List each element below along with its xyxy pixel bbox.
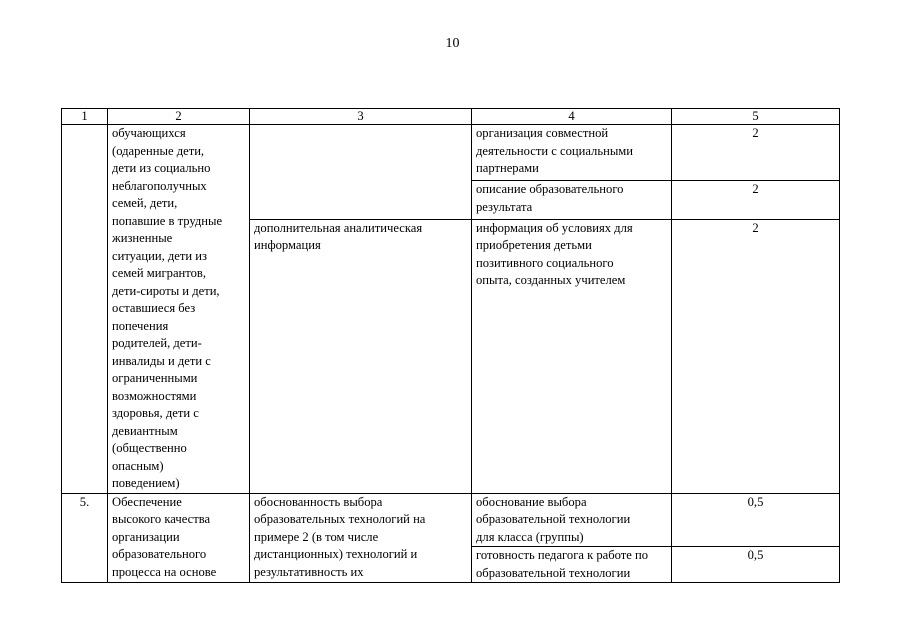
cell-r1-col2: обучающихся (одаренные дети, дети из социально неблагополучных семей, дети, попавшие в трудные жизненные ситуации, дети из семей мигрантов, дети-сироты и дети, оставшиеся без попечения родителей, дети- инвалиды и дети с ограниченными возможностями здоровья, дети с девиантным (общественно опасным) поведением) — [108, 125, 250, 494]
cell-r3-col5: 2 — [672, 219, 840, 493]
cell-r3-col3: дополнительная аналитическая информация — [250, 219, 472, 493]
cell-r1-col1 — [62, 125, 108, 494]
header-col-1: 1 — [62, 109, 108, 125]
page-number: 10 — [445, 36, 460, 51]
header-row — [62, 109, 840, 125]
header-col-5: 5 — [672, 109, 840, 125]
cell-r3-col4: информация об условиях для приобретения детьми позитивного социального опыта, созданных учителем — [472, 219, 672, 493]
cell-r4-col3: обоснованность выбора образовательных технологий на примере 2 (в том числе дистанционных) технологий и результативность их — [250, 493, 472, 583]
cell-r4-col2: Обеспечение высокого качества организации образовательного процесса на основе — [108, 493, 250, 583]
table-row — [62, 125, 840, 181]
cell-r4-col1: 5. — [62, 493, 108, 583]
header-col-3: 3 — [250, 109, 472, 125]
cell-r5-col4: готовность педагога к работе по образовательной технологии — [472, 547, 672, 583]
header-col-4: 4 — [472, 109, 672, 125]
cell-r1-col3 — [250, 125, 472, 220]
cell-r2-col5: 2 — [672, 181, 840, 219]
cell-r2-col4: описание образовательного результата — [472, 181, 672, 219]
cell-r5-col5: 0,5 — [672, 547, 840, 583]
cell-r1-col4: организация совместной деятельности с социальными партнерами — [472, 125, 672, 181]
header-col-2: 2 — [108, 109, 250, 125]
cell-r4-col4: обоснование выбора образовательной технологии для класса (группы) — [472, 493, 672, 547]
criteria-table — [61, 108, 840, 583]
table-row — [62, 493, 840, 547]
cell-r4-col5: 0,5 — [672, 493, 840, 547]
cell-r1-col5: 2 — [672, 125, 840, 181]
